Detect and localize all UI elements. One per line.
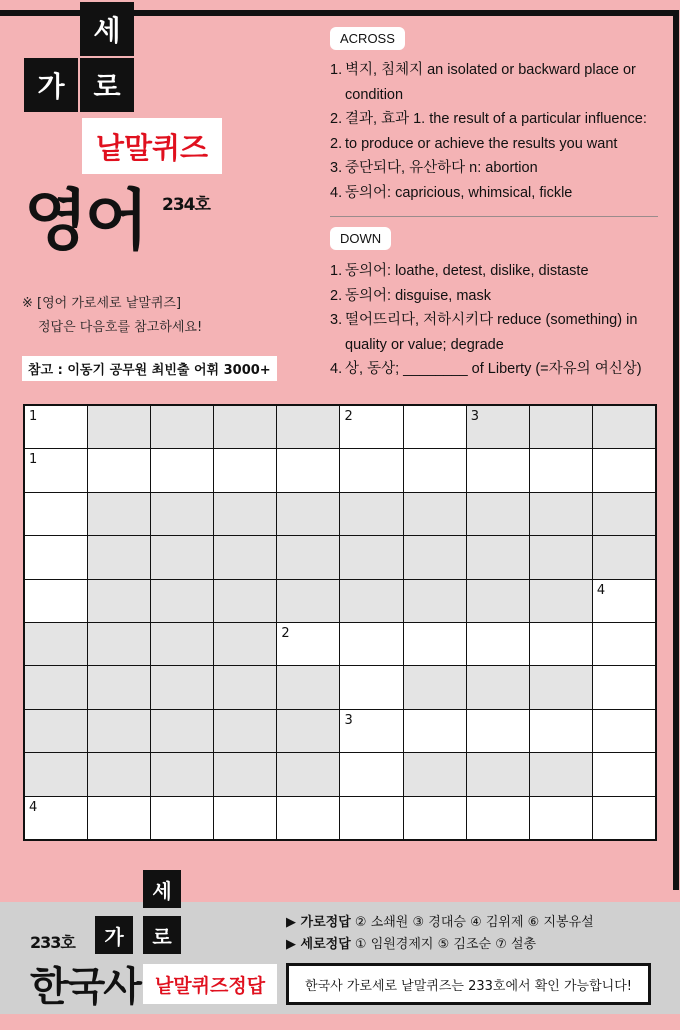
grid-cell[interactable] (593, 666, 655, 708)
blocked-cell (404, 753, 466, 795)
cell-number: 3 (344, 712, 353, 728)
clue-text: 떨어뜨리다, 저하시키다 reduce (something) in quality or value; degrade (345, 312, 638, 353)
grid-cell[interactable] (467, 449, 529, 491)
clue-number: 1. (330, 62, 343, 78)
grid-cell[interactable] (277, 797, 339, 839)
grid-cell[interactable] (151, 449, 213, 491)
clue-text: to produce or achieve the results you want (345, 135, 618, 152)
grid-cell[interactable] (593, 449, 655, 491)
cell-number: 2 (281, 626, 290, 641)
clue-number: 4. (330, 361, 343, 377)
down-clue (330, 284, 658, 309)
grid-cell[interactable] (25, 797, 87, 839)
blocked-cell (151, 623, 213, 665)
blocked-cell (277, 753, 339, 795)
grid-cell[interactable] (404, 449, 466, 491)
blocked-cell (277, 536, 339, 578)
across-clue (330, 132, 658, 157)
blocked-cell (25, 623, 87, 665)
grid-cell[interactable] (340, 406, 402, 448)
grid-cell[interactable] (340, 623, 402, 665)
grid-cell[interactable] (530, 623, 592, 665)
across-answers-label: ▶ 가로정답 (286, 915, 351, 930)
bottom-strip (0, 1014, 680, 1030)
blocked-cell (88, 710, 150, 752)
grid-cell[interactable] (530, 797, 592, 839)
down-tag: DOWN (330, 227, 391, 250)
blocked-cell (340, 580, 402, 622)
grid-cell[interactable] (467, 710, 529, 752)
notice-line-2: 정답은 다음호를 참고하세요! (38, 320, 203, 335)
right-border (673, 10, 679, 890)
logo-se-box: 세 (80, 2, 134, 56)
grid-cell[interactable] (340, 666, 402, 708)
blocked-cell (277, 710, 339, 752)
previous-quiz-notice: 한국사 가로세로 낱말퀴즈는 233호에서 확인 가능합니다! (286, 963, 651, 1005)
down-answers-text: ① 임원경제지 ⑤ 김조순 ⑦ 설총 (354, 937, 537, 952)
grid-cell[interactable] (25, 493, 87, 535)
blocked-cell (214, 710, 276, 752)
blocked-cell (25, 666, 87, 708)
issue-number: 234호 (162, 195, 210, 215)
clue-number: 2. (330, 287, 343, 304)
grid-cell[interactable] (404, 406, 466, 448)
blocked-cell (467, 753, 529, 795)
grid-cell[interactable] (404, 710, 466, 752)
blocked-cell (25, 710, 87, 752)
previous-issue-number: 233호 (30, 933, 75, 952)
clue-number: 3. (330, 312, 343, 328)
blocked-cell (593, 406, 655, 448)
grid-cell[interactable] (277, 449, 339, 491)
clue-number: 2. (330, 135, 343, 152)
blocked-cell (214, 493, 276, 535)
subject-title: 영어 (24, 182, 146, 259)
blocked-cell (530, 536, 592, 578)
reference-label: 참고 : 이동기 공무원 최빈출 어휘 3000+ (22, 356, 277, 381)
grid-cell[interactable] (593, 710, 655, 752)
blocked-cell (404, 666, 466, 708)
blocked-cell (151, 536, 213, 578)
blocked-cell (151, 580, 213, 622)
clue-text: 벽지, 침체지 an isolated or backward place or condition (345, 62, 636, 103)
grid-cell[interactable] (25, 406, 87, 448)
prev-logo-ga-box: 가 (95, 916, 133, 954)
blocked-cell (467, 580, 529, 622)
grid-cell[interactable] (467, 797, 529, 839)
across-clue (330, 58, 658, 107)
grid-cell[interactable] (340, 710, 402, 752)
blocked-cell (404, 493, 466, 535)
down-clue (330, 308, 658, 357)
grid-cell[interactable] (593, 753, 655, 795)
cell-number: 1 (29, 452, 38, 468)
previous-subject: 한국사 (30, 964, 140, 1010)
prev-logo-se-box: 세 (143, 870, 181, 908)
blocked-cell (467, 493, 529, 535)
clue-number: 2. (330, 111, 343, 127)
quiz-label: 낱말퀴즈 (82, 118, 222, 174)
blocked-cell (530, 666, 592, 708)
down-clue (330, 259, 658, 284)
grid-cell[interactable] (88, 797, 150, 839)
across-clue (330, 181, 658, 206)
across-clue-list (330, 58, 658, 205)
blocked-cell (88, 493, 150, 535)
grid-cell[interactable] (404, 623, 466, 665)
blocked-cell (214, 666, 276, 708)
blocked-cell (404, 536, 466, 578)
blocked-cell (88, 536, 150, 578)
grid-cell[interactable] (530, 710, 592, 752)
blocked-cell (151, 753, 213, 795)
clue-number: 4. (330, 184, 343, 201)
grid-cell[interactable] (530, 449, 592, 491)
clue-number: 1. (330, 263, 343, 279)
grid-cell[interactable] (151, 797, 213, 839)
grid-cell[interactable] (340, 753, 402, 795)
grid-cell[interactable] (340, 449, 402, 491)
cell-number: 1 (29, 409, 38, 424)
blocked-cell (530, 406, 592, 448)
blocked-cell (530, 493, 592, 535)
across-clue (330, 107, 658, 132)
grid-cell[interactable] (467, 623, 529, 665)
blocked-cell (530, 753, 592, 795)
answer-label: 낱말퀴즈정답 (143, 964, 277, 1004)
clue-number: 3. (330, 160, 343, 176)
grid-cell[interactable] (214, 797, 276, 839)
blocked-cell (151, 406, 213, 448)
blocked-cell (88, 753, 150, 795)
crossword-grid (23, 404, 657, 841)
blocked-cell (214, 580, 276, 622)
blocked-cell (214, 753, 276, 795)
clue-text: 동의어: loathe, detest, dislike, distaste (345, 263, 589, 279)
blocked-cell (530, 580, 592, 622)
grid-cell[interactable] (25, 536, 87, 578)
blocked-cell (593, 536, 655, 578)
grid-cell[interactable] (277, 623, 339, 665)
grid-cell[interactable] (593, 623, 655, 665)
clue-text: 결과, 효과 1. the result of a particular influence: (345, 111, 647, 127)
blocked-cell (340, 493, 402, 535)
blocked-cell (88, 623, 150, 665)
blocked-cell (151, 666, 213, 708)
grid-cell[interactable] (214, 449, 276, 491)
blocked-cell (467, 536, 529, 578)
across-clue (330, 156, 658, 181)
clue-text: 상, 동상; ________ of Liberty (=자유의 여신상) (345, 361, 642, 377)
blocked-cell (467, 666, 529, 708)
grid-cell[interactable] (25, 580, 87, 622)
cell-number: 2 (344, 409, 353, 424)
grid-cell[interactable] (593, 580, 655, 622)
across-tag: ACROSS (330, 27, 405, 50)
blocked-cell (151, 493, 213, 535)
notice-line-1: ※ [영어 가로세로 낱말퀴즈] (22, 296, 182, 311)
clue-text: 동의어: capricious, whimsical, fickle (345, 184, 573, 201)
clue-text: 중단되다, 유산하다 n: abortion (345, 160, 538, 176)
blocked-cell (214, 623, 276, 665)
blocked-cell (277, 406, 339, 448)
blocked-cell (404, 580, 466, 622)
across-answers-text: ② 소쇄원 ③ 경대승 ④ 김위제 ⑥ 지봉유설 (354, 915, 594, 930)
blocked-cell (467, 406, 529, 448)
blocked-cell (88, 580, 150, 622)
cell-number: 4 (596, 582, 606, 598)
logo-ga-box: 가 (24, 58, 78, 112)
cell-number: 4 (29, 799, 38, 815)
grid-cell[interactable] (25, 449, 87, 491)
grid-cell[interactable] (593, 797, 655, 839)
blocked-cell (214, 536, 276, 578)
down-answers-row (286, 934, 594, 956)
blocked-cell (277, 580, 339, 622)
blocked-cell (88, 406, 150, 448)
answer-notice (22, 292, 202, 340)
logo-ro-box: 로 (80, 58, 134, 112)
blocked-cell (151, 710, 213, 752)
blocked-cell (88, 666, 150, 708)
prev-logo-ro-box: 로 (143, 916, 181, 954)
blocked-cell (214, 406, 276, 448)
previous-answers (286, 912, 594, 956)
blocked-cell (277, 666, 339, 708)
blocked-cell (593, 493, 655, 535)
down-answers-label: ▶ 세로정답 (286, 937, 351, 952)
cell-number: 3 (470, 409, 479, 424)
grid-cell[interactable] (88, 449, 150, 491)
down-clue (330, 357, 658, 382)
grid-cell[interactable] (404, 797, 466, 839)
clue-divider (330, 216, 658, 217)
across-answers-row (286, 912, 594, 934)
blocked-cell (340, 536, 402, 578)
blocked-cell (277, 493, 339, 535)
clue-text: 동의어: disguise, mask (345, 287, 491, 304)
down-clue-list (330, 259, 658, 382)
blocked-cell (25, 753, 87, 795)
grid-cell[interactable] (340, 797, 402, 839)
